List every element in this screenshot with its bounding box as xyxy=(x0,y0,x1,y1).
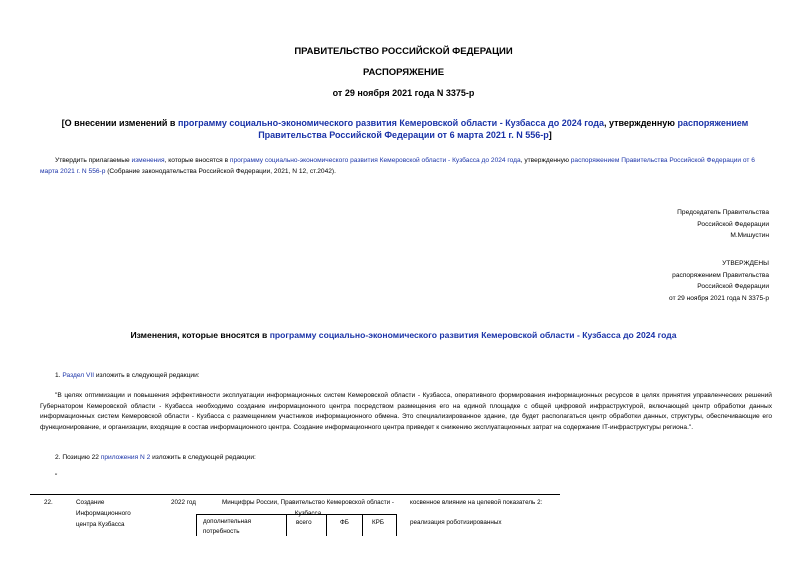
table-col-line-5 xyxy=(396,514,397,536)
table-item-name xyxy=(76,497,131,530)
table-effect: косвенное влияние на целевой показатель 2: xyxy=(410,499,543,506)
intro-program-link[interactable]: программу социально-экономического развития Кемеровской области - Кузбасса до 2024 года xyxy=(229,157,521,164)
changes-title-program-link[interactable]: программу социально-экономического развития Кемеровской области - Кузбасса до 2024 года xyxy=(269,330,677,340)
approval-stamp-block xyxy=(669,258,769,304)
opening-quote-mark: " xyxy=(55,473,58,480)
item-2-text-2: изложить в следующей редакции: xyxy=(150,454,256,461)
signature-line-2: Российской Федерации xyxy=(697,220,769,228)
table-name-line-1: Создание xyxy=(76,499,105,506)
table-col-total: всего xyxy=(296,519,312,526)
subject-text-close: ] xyxy=(548,130,552,140)
table-col-line-3 xyxy=(326,514,327,536)
appendix-2-link[interactable]: приложения N 2 xyxy=(100,454,151,461)
signature-line-3: М.Мишустин xyxy=(730,232,769,239)
table-row-number: 22. xyxy=(44,499,53,506)
intro-order-link[interactable]: распоряжением Правительства Российской Федерации от 6 марта 2021 г. N 556-р xyxy=(40,157,755,175)
item-2-text-1: 2. Позицию 22 xyxy=(55,454,101,461)
subject-text-open: [О внесении изменений в xyxy=(61,118,178,128)
intro-text-3: , утвержденную xyxy=(520,157,571,164)
program-link[interactable]: программу социально-экономического развития Кемеровской области - Кузбасса до 2024 года xyxy=(177,118,604,128)
section-vii-quote: "В целях оптимизации и повышения эффективности эксплуатации информационных систем Кемеровской области - Кузбасса, оперативного формирования информационных ресурсов в целях принятия управленческих решений Губернатором Кемеровской области - Кузбасса необходимо создание информационного центра посредством размещения его на единой площадке с общей цифровой инфраструктурой, включающей центр обработки данных информационных систем Кемеровской области - Кузбасса с размещением участников информационного обмена. Это специализированное здание, где будет располагаться центр обработки данных, структуры, обеспечивающие его функционирование, и организации, входящие в состав информационного центра. Создание информационного центра приведет к снижению эксплуатационных затрат на содержание IT-инфраструктуры региона.". xyxy=(40,392,772,431)
subject-text-mid: , утвержденную xyxy=(603,118,678,128)
table-col-krb: КРБ xyxy=(372,519,385,526)
document-type-heading: РАСПОРЯЖЕНИЕ xyxy=(362,67,445,78)
table-additional-need xyxy=(203,517,251,536)
intro-text-2: , которые вносятся в xyxy=(164,157,230,164)
table-col-line-4 xyxy=(362,514,363,536)
government-heading: ПРАВИТЕЛЬСТВО РОССИЙСКОЙ ФЕДЕРАЦИИ xyxy=(294,46,513,57)
table-name-line-3: центра Кузбасса xyxy=(76,521,125,528)
intro-paragraph xyxy=(40,156,772,177)
section-vii-link[interactable]: Раздел VII xyxy=(62,372,95,379)
signature-block xyxy=(677,207,769,242)
item-1-number: 1. xyxy=(55,372,63,379)
table-name-line-2: Информационного xyxy=(76,510,131,517)
intro-text-1: Утвердить прилагаемые xyxy=(55,157,132,164)
approved-line-2: распоряжением Правительства xyxy=(672,271,769,279)
item-1 xyxy=(55,371,200,382)
intro-text-4: (Собрание законодательства Российской Федерации, 2021, N 12, ст.2042). xyxy=(105,167,336,175)
item-1-text: изложить в следующей редакции: xyxy=(94,372,200,379)
order-link[interactable]: распоряжением xyxy=(677,118,749,128)
table-col-fb: ФБ xyxy=(340,519,349,526)
document-date-number: от 29 ноября 2021 года N 3375-р xyxy=(332,88,475,98)
table-subheader-rule xyxy=(196,514,396,515)
item-2 xyxy=(55,453,256,464)
approved-line-4: от 29 ноября 2021 года N 3375-р xyxy=(669,294,769,302)
changes-title-text: Изменения, которые вносятся в xyxy=(130,330,270,340)
table-col-line-1 xyxy=(196,514,197,536)
table-top-rule xyxy=(30,494,560,495)
changes-title xyxy=(0,330,807,340)
table-need-line-2: потребность xyxy=(203,527,240,535)
table-col-line-2 xyxy=(286,514,287,536)
signature-line-1: Председатель Правительства xyxy=(677,209,769,216)
table-responsible-line-1: Минцифры России, Правительство Кемеровской области - xyxy=(221,499,394,506)
table-year: 2022 год xyxy=(171,499,196,506)
document-subject xyxy=(60,117,750,141)
approved-line-1: УТВЕРЖДЕНЫ xyxy=(722,260,769,267)
table-effect-continued: реализация роботизированных xyxy=(410,519,502,526)
table-need-line-1: дополнительная xyxy=(203,518,252,525)
government-order-link[interactable]: Правительства Российской Федерации от 6 марта 2021 г. N 556-р xyxy=(258,130,549,140)
table-responsible xyxy=(213,497,403,519)
changes-link[interactable]: изменения xyxy=(131,157,165,164)
approved-line-3: Российской Федерации xyxy=(697,283,769,290)
